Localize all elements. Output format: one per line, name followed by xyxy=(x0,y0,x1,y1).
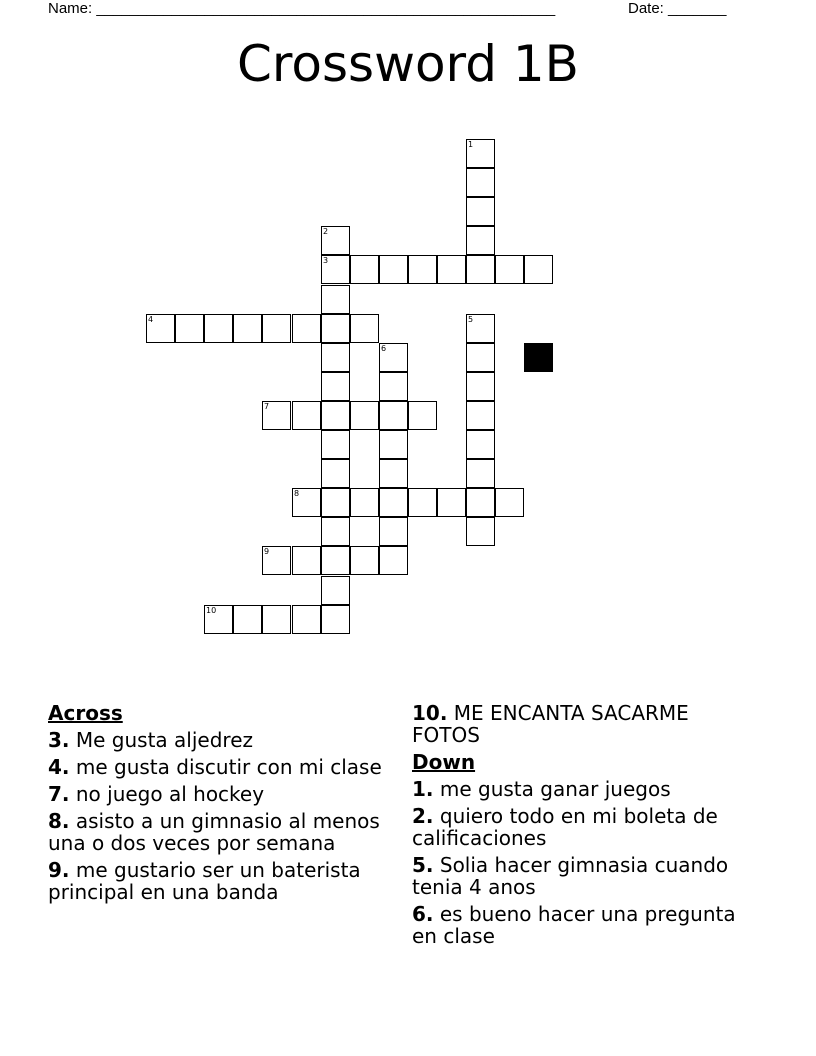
grid-cell[interactable] xyxy=(379,255,408,284)
clue-number: 7. xyxy=(48,782,70,806)
grid-cell[interactable] xyxy=(321,517,350,546)
grid-cell[interactable] xyxy=(466,401,495,430)
clue-across-7 xyxy=(48,783,388,805)
cell-number: 6 xyxy=(381,344,387,353)
clue-across-4 xyxy=(48,756,388,778)
clue-down-6 xyxy=(412,903,757,947)
grid-cell[interactable] xyxy=(466,430,495,459)
grid-cell[interactable] xyxy=(321,546,350,575)
grid-cell[interactable] xyxy=(466,255,495,284)
clues-column-left xyxy=(48,702,388,908)
grid-cell[interactable] xyxy=(350,255,379,284)
clue-number: 5. xyxy=(412,853,434,877)
grid-cell[interactable] xyxy=(379,517,408,546)
grid-cell[interactable] xyxy=(262,605,291,634)
cell-number: 3 xyxy=(323,256,329,265)
clue-number: 10. xyxy=(412,701,448,725)
grid-cell[interactable] xyxy=(379,546,408,575)
grid-cell[interactable] xyxy=(321,459,350,488)
cell-number: 7 xyxy=(264,402,270,411)
across-heading: Across xyxy=(48,701,123,725)
cell-number: 9 xyxy=(264,547,270,556)
grid-cell[interactable] xyxy=(204,314,233,343)
clue-number: 1. xyxy=(412,777,434,801)
grid-cell[interactable] xyxy=(321,576,350,605)
grid-cell[interactable] xyxy=(466,139,495,168)
grid-cell[interactable] xyxy=(408,401,437,430)
grid-cell[interactable] xyxy=(379,372,408,401)
cell-number: 1 xyxy=(468,140,474,149)
grid-cell[interactable] xyxy=(262,401,291,430)
grid-cell[interactable] xyxy=(321,255,350,284)
grid-cell[interactable] xyxy=(350,546,379,575)
grid-cell[interactable] xyxy=(466,226,495,255)
clue-text: Me gusta aljedrez xyxy=(69,728,253,752)
clue-text: no juego al hockey xyxy=(69,782,265,806)
cell-number: 2 xyxy=(323,227,329,236)
grid-cell[interactable] xyxy=(379,430,408,459)
clue-across-9 xyxy=(48,859,388,903)
grid-cell[interactable] xyxy=(292,488,321,517)
clue-number: 6. xyxy=(412,902,434,926)
grid-cell[interactable] xyxy=(262,546,291,575)
grid-cell[interactable] xyxy=(350,401,379,430)
grid-cell[interactable] xyxy=(321,372,350,401)
clue-across-10 xyxy=(412,702,757,746)
clue-down-5 xyxy=(412,854,757,898)
grid-cell[interactable] xyxy=(437,488,466,517)
grid-cell[interactable] xyxy=(524,255,553,284)
grid-cell[interactable] xyxy=(146,314,175,343)
grid-cell[interactable] xyxy=(466,314,495,343)
page-title: Crossword 1B xyxy=(237,35,579,93)
grid-cell[interactable] xyxy=(233,314,262,343)
grid-cell[interactable] xyxy=(321,285,350,314)
cell-number: 5 xyxy=(468,315,474,324)
date-field-label[interactable]: Date: _______ xyxy=(628,0,727,17)
grid-cell[interactable] xyxy=(495,488,524,517)
grid-cell[interactable] xyxy=(321,401,350,430)
clue-number: 9. xyxy=(48,858,70,882)
grid-cell[interactable] xyxy=(233,605,262,634)
clue-down-1 xyxy=(412,778,757,800)
name-field-label[interactable]: Name: _______________________________________________________ xyxy=(48,0,556,17)
clue-text: me gusta discutir con mi clase xyxy=(69,755,382,779)
clue-text: ME ENCANTA SACARME FOTOS xyxy=(412,701,689,747)
grid-cell[interactable] xyxy=(204,605,233,634)
grid-cell[interactable] xyxy=(321,488,350,517)
down-heading: Down xyxy=(412,750,476,774)
grid-cell[interactable] xyxy=(321,343,350,372)
grid-cell[interactable] xyxy=(495,255,524,284)
clue-across-3 xyxy=(48,729,388,751)
grid-cell[interactable] xyxy=(321,605,350,634)
grid-cell[interactable] xyxy=(466,372,495,401)
grid-cell[interactable] xyxy=(466,343,495,372)
clue-number: 3. xyxy=(48,728,70,752)
clue-text: asisto a un gimnasio al menos una o dos veces por semana xyxy=(48,809,380,855)
grid-cell[interactable] xyxy=(379,488,408,517)
cell-number: 10 xyxy=(206,606,217,615)
grid-cell[interactable] xyxy=(321,430,350,459)
grid-cell[interactable] xyxy=(466,459,495,488)
clues-column-right xyxy=(412,702,757,952)
clue-text: es bueno hacer una pregunta en clase xyxy=(412,902,736,948)
grid-cell[interactable] xyxy=(466,168,495,197)
grid-cell[interactable] xyxy=(437,255,466,284)
grid-cell[interactable] xyxy=(466,197,495,226)
grid-cell[interactable] xyxy=(292,401,321,430)
black-cell xyxy=(524,343,553,372)
clue-down-2 xyxy=(412,805,757,849)
grid-cell[interactable] xyxy=(262,314,291,343)
clue-text: me gusta ganar juegos xyxy=(433,777,671,801)
clue-text: Solia hacer gimnasia cuando tenia 4 anos xyxy=(412,853,729,899)
grid-cell[interactable] xyxy=(321,314,350,343)
grid-cell[interactable] xyxy=(379,343,408,372)
clue-number: 4. xyxy=(48,755,70,779)
grid-cell[interactable] xyxy=(292,546,321,575)
grid-cell[interactable] xyxy=(175,314,204,343)
clue-text: me gustario ser un baterista principal en una banda xyxy=(48,858,361,904)
cell-number: 8 xyxy=(294,489,300,498)
grid-cell[interactable] xyxy=(321,226,350,255)
grid-cell[interactable] xyxy=(408,255,437,284)
grid-cell[interactable] xyxy=(350,314,379,343)
clue-across-8 xyxy=(48,810,388,854)
grid-cell[interactable] xyxy=(379,401,408,430)
grid-cell[interactable] xyxy=(350,488,379,517)
grid-cell[interactable] xyxy=(292,314,321,343)
clue-number: 2. xyxy=(412,804,434,828)
clue-text: quiero todo en mi boleta de calificaciones xyxy=(412,804,718,850)
grid-cell[interactable] xyxy=(408,488,437,517)
grid-cell[interactable] xyxy=(466,517,495,546)
grid-cell[interactable] xyxy=(379,459,408,488)
clue-number: 8. xyxy=(48,809,70,833)
cell-number: 4 xyxy=(148,315,154,324)
grid-cell[interactable] xyxy=(292,605,321,634)
grid-cell[interactable] xyxy=(466,488,495,517)
